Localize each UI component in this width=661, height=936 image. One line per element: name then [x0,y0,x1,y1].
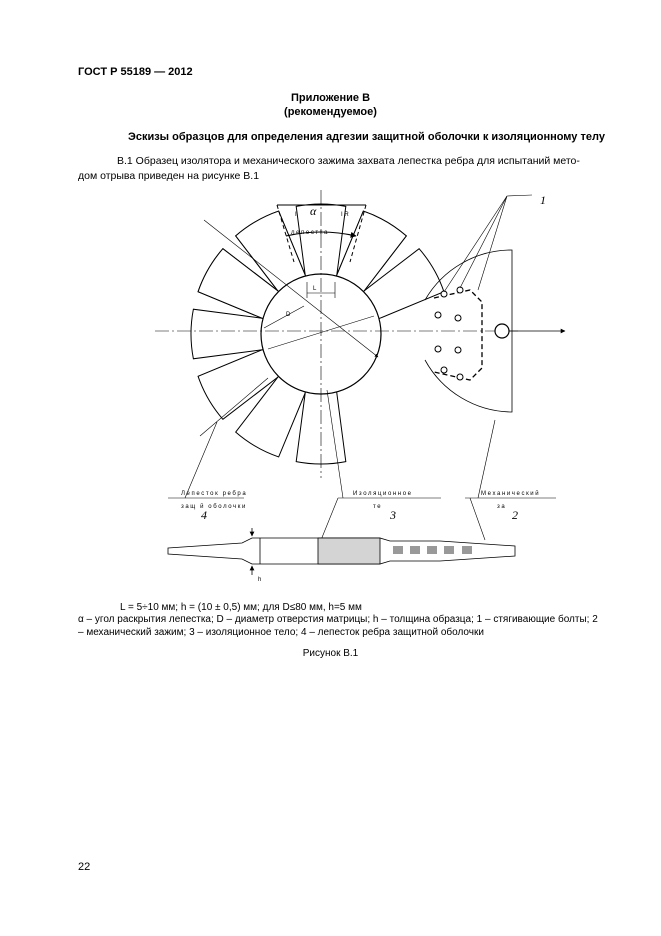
leader-1 [444,195,532,292]
alpha-symbol: α [310,204,317,218]
label-petal-line2: защ й оболочки [181,504,247,510]
label-petal-line1: Лепесток ребра [181,491,248,497]
paragraph-line-1: В.1 Образец изолятора и механического зажима захвата лепестка ребра для испытаний мето- [117,155,580,167]
alpha-petal-word: лепестка [291,230,330,236]
alpha-left-mark: I [295,212,297,218]
appendix-title: Приложение В [290,92,371,104]
section-title: Эскизы образцов для определения адгезии защитной оболочки к изоляционному телу [128,131,605,143]
callout-4: 4 [201,508,207,522]
alpha-right-mark: I R [341,212,349,218]
label-clamp-line1: Механический [481,491,541,497]
h-label: h [258,577,262,583]
L-label: L [313,286,317,292]
label-clamp-line2: за [497,504,507,510]
D-label: D [286,312,291,318]
note-legend-line2: – механический зажим; 3 – изоляционное тело; 4 – лепесток ребра защитной оболочки [78,627,484,638]
paragraph-line-2: дом отрыва приведен на рисунке В.1 [78,170,260,182]
callout-3: 3 [390,508,396,522]
page-number: 22 [78,861,91,873]
document-header: ГОСТ Р 55189 — 2012 [78,66,193,78]
note-dimensions: L = 5÷10 мм; h = (10 ± 0,5) мм; для D≤80 мм, h=5 мм [120,602,362,613]
callout-1: 1 [540,193,546,207]
label-insulation-line2: те [373,504,383,510]
note-legend-line1: α – угол раскрытия лепестка; D – диаметр отверстия матрицы; h – толщина образца; 1 – стягивающие болты; 2 [78,614,598,625]
figure-caption: Рисунок В.1 [302,648,359,659]
bolt-holes [435,287,509,380]
appendix-subtitle: (рекомендуемое) [284,106,377,118]
petal [191,309,265,359]
label-insulation-line1: Изоляционное [353,491,413,497]
callout-2: 2 [512,508,518,522]
